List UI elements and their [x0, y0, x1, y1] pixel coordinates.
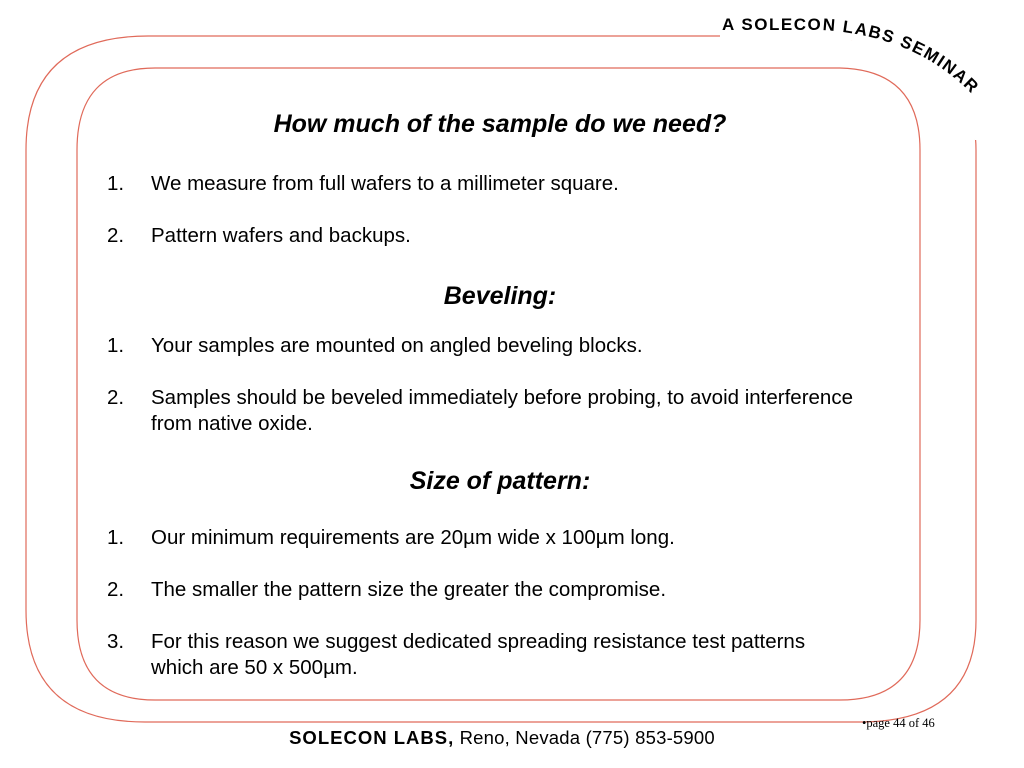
- list-number: 1.: [107, 172, 125, 195]
- list-text: Our minimum requirements are 20µm wide x 100µm long.: [151, 526, 675, 549]
- list-text: Samples should be beveled immediately before probing, to avoid interference from native oxide.: [151, 386, 853, 435]
- sample-list: [107, 171, 857, 249]
- list-number: 1.: [107, 526, 125, 549]
- list-text: For this reason we suggest dedicated spreading resistance test patterns which are 50 x 500µm.: [151, 630, 806, 679]
- footer-brand: SOLECON LABS,: [289, 727, 455, 748]
- list-number: 2.: [107, 224, 125, 247]
- page-indicator: •page 44 of 46: [862, 716, 935, 730]
- list-text: Pattern wafers and backups.: [151, 224, 411, 247]
- list-number: 2.: [107, 386, 125, 409]
- pattern-size-list: [107, 525, 857, 681]
- list-item: [107, 577, 857, 603]
- beveling-list: [107, 333, 857, 437]
- seminar-banner: A SOLECON LABS SEMINAR: [722, 15, 983, 98]
- list-item: [107, 333, 857, 359]
- list-number: 1.: [107, 334, 125, 357]
- list-item: [107, 171, 857, 197]
- list-number: 2.: [107, 578, 125, 601]
- section-heading-sample: How much of the sample do we need?: [273, 110, 727, 138]
- list-item: [107, 525, 857, 551]
- list-number: 3.: [107, 630, 125, 653]
- list-text: Your samples are mounted on angled beveling blocks.: [151, 334, 643, 357]
- list-item: [107, 629, 857, 681]
- footer: [0, 727, 1004, 749]
- section-heading-pattern-size: Size of pattern:: [409, 467, 591, 495]
- section-heading-beveling: Beveling:: [443, 282, 557, 310]
- list-text: The smaller the pattern size the greater the compromise.: [151, 578, 667, 601]
- list-item: [107, 223, 857, 249]
- footer-contact: Reno, Nevada (775) 853-5900: [459, 727, 715, 748]
- list-text: We measure from full wafers to a millimeter square.: [151, 172, 619, 195]
- list-item: [107, 385, 857, 437]
